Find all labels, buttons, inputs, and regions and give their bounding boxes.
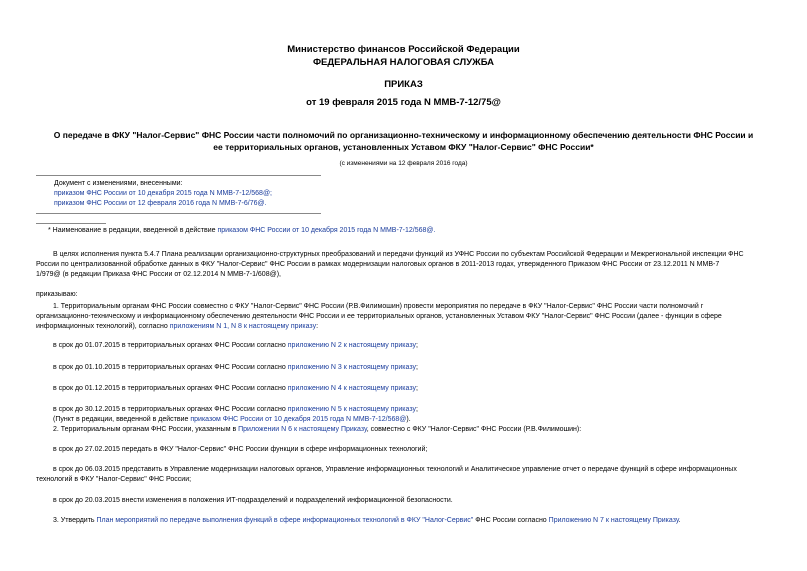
para1-line3: 1/979@ (в редакции Приказа ФНС России от 02.12.2014 N ММВ-7-1/608@), bbox=[36, 271, 281, 278]
doc-type: ПРИКАЗ bbox=[384, 79, 423, 90]
ministry-name: Министерство финансов Российской Федерации bbox=[287, 44, 520, 55]
punkt-note-text: (Пункт в редакции, введенной в действие bbox=[53, 416, 191, 423]
para3 bbox=[53, 425, 789, 435]
deadline-3-text: в срок до 01.12.2015 в территориальных органах ФНС России согласно bbox=[53, 385, 288, 392]
divider-bottom bbox=[36, 213, 321, 214]
para1-line1: В целях исполнения пункта 5.4.7 Плана реализации организационно-структурных преобразований и передачи функций из УФНС России по субъектам Российской Федерации и Межрегиональной инспекции ФНС bbox=[53, 251, 744, 258]
doc-title-line1: О передаче в ФКУ "Налог-Сервис" ФНС России части полномочий по организационно-техническому и информационному обеспечению деятельности ФНС России и bbox=[53, 130, 754, 140]
appendix-2-link[interactable]: приложению N 2 к настоящему приказу bbox=[287, 342, 416, 349]
appendix-4-link[interactable]: приложению N 4 к настоящему приказу bbox=[287, 385, 416, 392]
footnote-link[interactable]: приказом ФНС России от 10 декабря 2015 года N ММВ-7-12/568@. bbox=[217, 227, 436, 234]
para4-end: . bbox=[678, 517, 681, 524]
appendix-3-link[interactable]: приложению N 3 к настоящему приказу bbox=[287, 364, 416, 371]
item-2-line2: технологий в ФКУ "Налог-Сервис" ФНС России; bbox=[36, 476, 192, 483]
plan-link[interactable]: План мероприятий по передаче выполнения функций в сфере информационных технологий в ФКУ "Налог-Сервис" bbox=[96, 517, 474, 524]
footnote-text: * Наименование в редакции, введенной в действие bbox=[48, 227, 218, 234]
deadline-3: в срок до 01.12.2015 в территориальных органах ФНС России согласно приложению N 4 к настоящему приказу; bbox=[53, 385, 418, 392]
para3-end: , совместно с ФКУ "Налог-Сервис" ФНС России (Р.В.Филимошин): bbox=[366, 426, 582, 433]
para1-line2: России по централизованной обработке данных в ФКУ "Налог-Сервис" ФНС России в рамках модернизации налоговых органов в 2011-2013 годах, утвержденного Приказом ФНС России от 23.12.2011 N ММВ-7 bbox=[36, 261, 720, 268]
punkt-note bbox=[53, 415, 789, 425]
para2-line2: организационно-техническому и информационному обеспечению деятельности ФНС России и ее территориальных органов, установленных Уставом ФКУ "Налог-Сервис" ФНС России (далее - функции в сфере bbox=[36, 313, 722, 320]
appendix-1-8-link[interactable]: приложениям N 1, N 8 к настоящему приказу bbox=[169, 323, 317, 330]
item-2-line1: в срок до 06.03.2015 представить в Управление модернизации налоговых органов, Управление информационных технологий и Аналитическое управление отчет о передаче функций в сфере информационных bbox=[53, 466, 737, 473]
changes-link-2[interactable]: приказом ФНС России от 12 февраля 2016 года N ММВ-7-6/76@. bbox=[54, 200, 267, 207]
doc-title-line2: ее территориальных органов, установленных Уставом ФКУ "Налог-Сервис" ФНС России* bbox=[213, 142, 594, 152]
deadline-1: в срок до 01.07.2015 в территориальных органах ФНС России согласно приложению N 2 к настоящему приказу; bbox=[53, 342, 418, 349]
item-1: в срок до 27.02.2015 передать в ФКУ "Налог-Сервис" ФНС России функции в сфере информационных технологий; bbox=[53, 446, 428, 453]
changes-intro: Документ с изменениями, внесенными: bbox=[54, 180, 183, 187]
footnote bbox=[48, 226, 784, 236]
deadline-2-text: в срок до 01.10.2015 в территориальных органах ФНС России согласно bbox=[53, 364, 288, 371]
deadline-1-text: в срок до 01.07.2015 в территориальных органах ФНС России согласно bbox=[53, 342, 288, 349]
deadline-2: в срок до 01.10.2015 в территориальных органах ФНС России согласно приложению N 3 к настоящему приказу; bbox=[53, 364, 418, 371]
para2-line3 bbox=[36, 322, 772, 332]
appendix-7-link[interactable]: Приложению N 7 к настоящему Приказу bbox=[548, 517, 679, 524]
para2-line3-end: : bbox=[316, 323, 319, 330]
service-name: ФЕДЕРАЛЬНАЯ НАЛОГОВАЯ СЛУЖБА bbox=[312, 57, 495, 68]
para2-line3-text: информационных технологий), согласно bbox=[36, 323, 170, 330]
appendix-6-link[interactable]: Приложении N 6 к настоящему Приказу bbox=[238, 426, 367, 433]
divider-top bbox=[36, 175, 321, 176]
para4-mid: ФНС России согласно bbox=[473, 517, 549, 524]
para4 bbox=[53, 516, 789, 526]
order-word: приказываю: bbox=[36, 291, 78, 298]
punkt-note-end: ). bbox=[406, 416, 411, 423]
changes-link-1[interactable]: приказом ФНС России от 10 декабря 2015 года N ММВ-7-12/568@; bbox=[54, 190, 272, 197]
para2-line1: 1. Территориальным органам ФНС России совместно с ФКУ "Налог-Сервис" ФНС России (Р.В.Филимошин) провести мероприятия по передаче в ФКУ "Налог-Сервис" ФНС России части полномочий г bbox=[53, 303, 704, 310]
doc-date: от 19 февраля 2015 года N ММВ-7-12/75@ bbox=[306, 97, 501, 108]
punkt-note-link[interactable]: приказом ФНС России от 10 декабря 2015 года N ММВ-7-12/568@ bbox=[190, 416, 407, 423]
appendix-5-link[interactable]: приложению N 5 к настоящему приказу bbox=[287, 406, 416, 413]
footnote-rule bbox=[36, 223, 106, 224]
deadline-4-text: в срок до 30.12.2015 в территориальных органах ФНС России согласно bbox=[53, 406, 288, 413]
deadline-4: в срок до 30.12.2015 в территориальных органах ФНС России согласно приложению N 5 к настоящему приказу; bbox=[53, 406, 418, 413]
item-3: в срок до 20.03.2015 внести изменения в положения ИТ-подразделений и подразделений информационной безопасности. bbox=[53, 497, 453, 504]
revision-note: (с изменениями на 12 февраля 2016 года) bbox=[339, 160, 468, 167]
para3-text: 2. Территориальным органам ФНС России, указанным в bbox=[53, 426, 239, 433]
para4-text: 3. Утвердить bbox=[53, 517, 97, 524]
